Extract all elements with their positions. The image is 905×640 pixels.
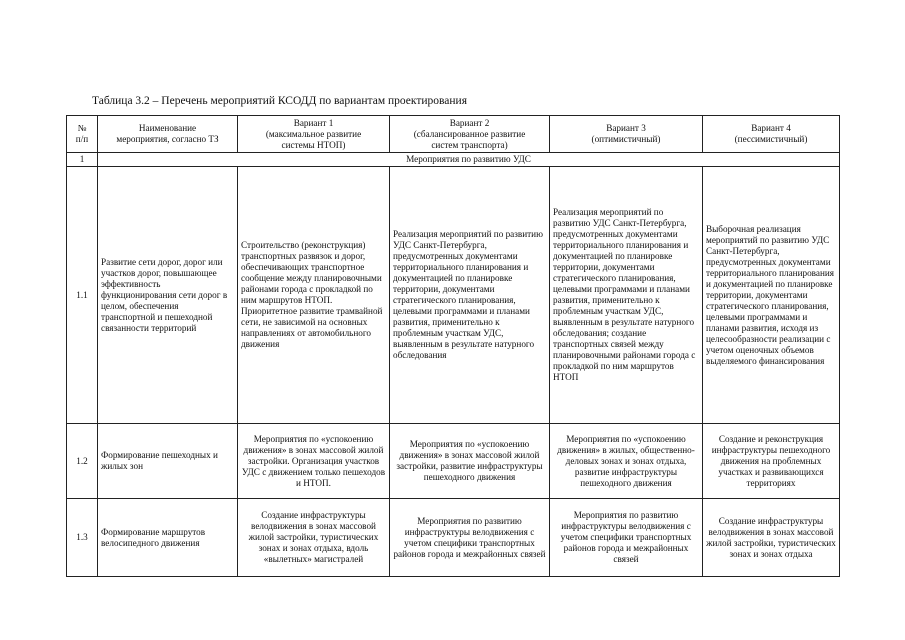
row-num: 1.1 [67, 167, 98, 424]
row-variant-2: Мероприятия по «успокоению движения» в зонах массовой жилой застройки, развитие инфраструктуры пешеходного движения [390, 424, 550, 499]
row-variant-2: Реализация мероприятий по развитию УДС Санкт-Петербурга, предусмотренных документами территориального планирования и документацией по планировке территории, документами стратегического планирования, целевыми программами и планами развития, применительно к проблемным участкам УДС, выявленным в результате натурного обследования [390, 167, 550, 424]
row-variant-4: Создание и реконструкция инфраструктуры пешеходного движения на проблемных участках и развивающихся территориях [703, 424, 840, 499]
row-variant-3: Мероприятия по развитию инфраструктуры велодвижения с учетом специфики транспортных районов города и межрайонных связей [550, 499, 703, 577]
table-row [67, 424, 840, 499]
row-name: Формирование пешеходных и жилых зон [98, 424, 238, 499]
header-name: Наименование мероприятия, согласно ТЗ [98, 116, 238, 153]
section-num: 1 [67, 153, 98, 167]
row-name: Развитие сети дорог, дорог или участков дорог, повышающее эффективность функционирования сети дорог в целом, обеспечения транспортной и пешеходной связанности территорий [98, 167, 238, 424]
table-row [67, 167, 840, 424]
row-variant-1: Создание инфраструктуры велодвижения в зонах массовой жилой застройки, туристических зонах и зонах отдыха, вдоль «вылетных» магистралей [238, 499, 390, 577]
header-variant-3: Вариант 3 (оптимистичный) [550, 116, 703, 153]
row-num: 1.2 [67, 424, 98, 499]
header-num: № п/п [67, 116, 98, 153]
row-variant-2: Мероприятия по развитию инфраструктуры велодвижения с учетом специфики транспортных районов города и межрайонных связей [390, 499, 550, 577]
header-variant-4: Вариант 4 (пессимистичный) [703, 116, 840, 153]
table-row [67, 499, 840, 577]
section-row [67, 153, 840, 167]
table-caption: Таблица 3.2 – Перечень мероприятий КСОДД по вариантам проектирования [92, 95, 467, 107]
section-title: Мероприятия по развитию УДС [98, 153, 840, 167]
row-num: 1.3 [67, 499, 98, 577]
row-variant-3: Мероприятия по «успокоению движения» в жилых, общественно-деловых зонах и зонах отдыха, развитие инфраструктуры пешеходного движения [550, 424, 703, 499]
header-variant-2: Вариант 2 (сбалансированное развитие систем транспорта) [390, 116, 550, 153]
table-header-row [67, 116, 840, 153]
row-name: Формирование маршрутов велосипедного движения [98, 499, 238, 577]
row-variant-1: Мероприятия по «успокоению движения» в зонах массовой жилой застройки. Организация участков УДС с движением только пешеходов и НТОП. [238, 424, 390, 499]
header-variant-1: Вариант 1 (максимальное развитие системы НТОП) [238, 116, 390, 153]
row-variant-3: Реализация мероприятий по развитию УДС Санкт-Петербурга, предусмотренных документами территориального планирования и документацией по планировке территории, документами стратегического планирования, целевыми программами и планами развития, применительно к проблемным участкам УДС, выявленным в результате натурного обследования; создание транспортных связей между планировочными районами города с прокладкой по ним маршрутов НТОП [550, 167, 703, 424]
measures-table [66, 115, 840, 577]
row-variant-4: Создание инфраструктуры велодвижения в зонах массовой жилой застройки, туристических зонах и зонах отдыха [703, 499, 840, 577]
row-variant-1: Строительство (реконструкция) транспортных развязок и дорог, обеспечивающих транспортное сообщение между планировочными районами города с прокладкой по ним маршрутов НТОП. Приоритетное развитие трамвайной сети, не зависимой на основных направлениях от автомобильного движения [238, 167, 390, 424]
row-variant-4: Выборочная реализация мероприятий по развитию УДС Санкт-Петербурга, предусмотренных документами территориального планирования и документацией по планировке территории, документами стратегического планирования, целевыми программами и планами развития, исходя из целесообразности реализации с учетом оценочных объемов выделяемого финансирования [703, 167, 840, 424]
